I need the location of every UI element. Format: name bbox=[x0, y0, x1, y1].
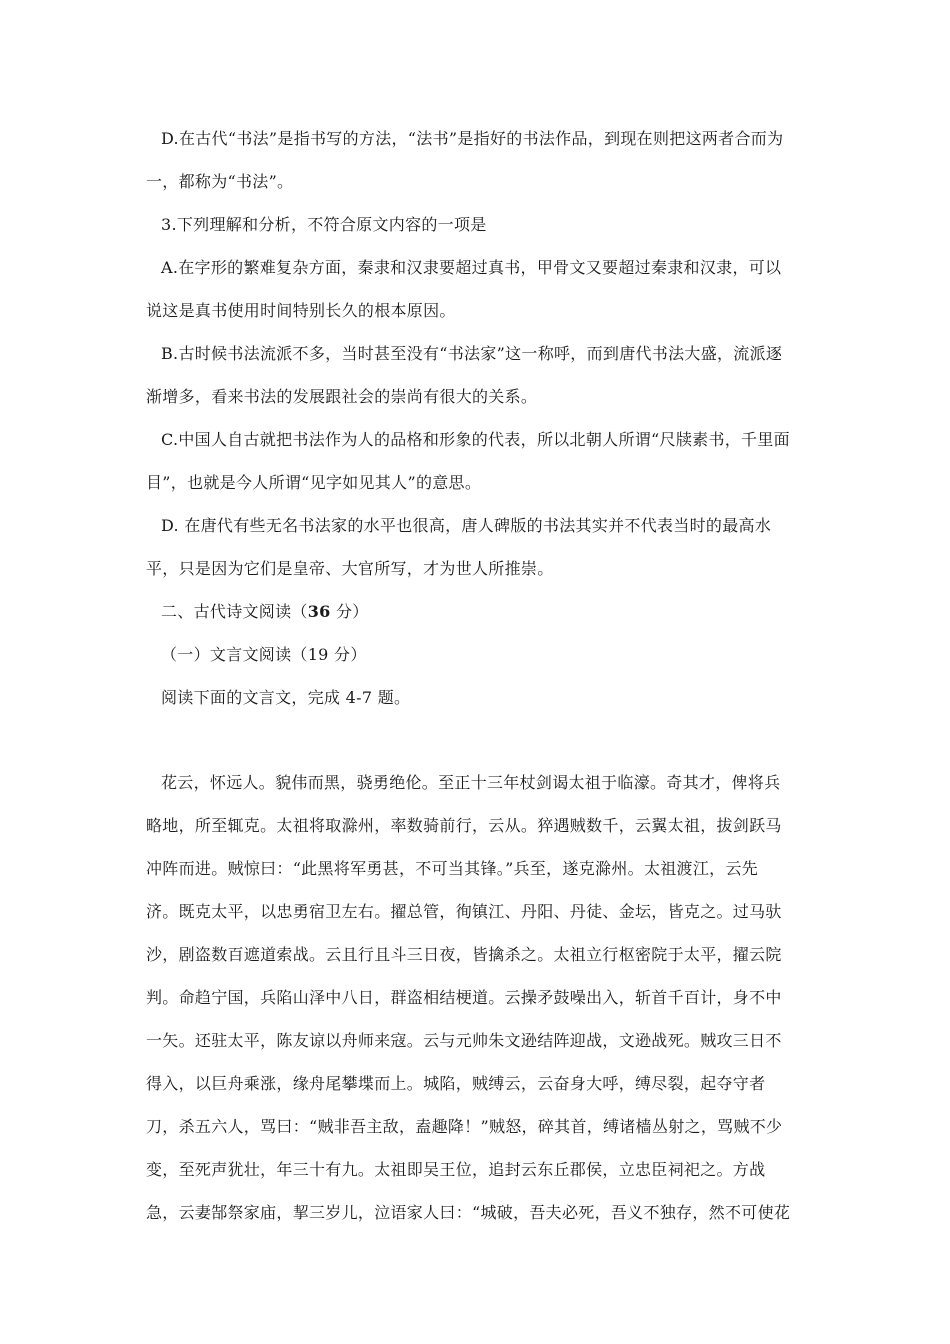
passage-line: 略地，所至辄克。太祖将取滁州，率数骑前行，云从。猝遇贼数千，云翼太祖，拔剑跃马 bbox=[146, 816, 782, 835]
sub-section-heading: （一）文言文阅读（19 分） bbox=[161, 645, 367, 664]
section-heading-prefix: 二、古代诗文阅读（ bbox=[161, 602, 308, 621]
q3-option-b-line2: 渐增多，看来书法的发展跟社会的崇尚有很大的关系。 bbox=[146, 387, 538, 406]
passage-line: 变，至死声犹壮，年三十有九。太祖即吴王位，追封云东丘郡侯，立忠臣祠祀之。方战 bbox=[146, 1160, 766, 1179]
q3-option-d-line1: D. 在唐代有些无名书法家的水平也很高，唐人碑版的书法其实并不代表当时的最高水 bbox=[161, 516, 772, 535]
q3-option-b-line1: B.古时候书法流派不多，当时甚至没有“书法家”这一称呼，而到唐代书法大盛，流派逐 bbox=[161, 344, 783, 363]
passage-line: 一矢。还驻太平，陈友谅以舟师来寇。云与元帅朱文逊结阵迎战，文逊战死。贼攻三日不 bbox=[146, 1031, 782, 1050]
passage-line: 得入，以巨舟乘涨，缘舟尾攀堞而上。城陷，贼缚云，云奋身大呼，缚尽裂，起夺守者 bbox=[146, 1074, 766, 1093]
passage-line: 沙，剧盗数百遮道索战。云且行且斗三日夜，皆擒杀之。太祖立行枢密院于太平，擢云院 bbox=[146, 945, 782, 964]
section-heading-suffix: 分） bbox=[330, 602, 369, 621]
passage-line: 花云，怀远人。貌伟而黑，骁勇绝伦。至正十三年杖剑谒太祖于临濠。奇其才，俾将兵 bbox=[161, 773, 781, 792]
passage-line: 急，云妻郜祭家庙，挈三岁儿，泣语家人曰：“城破，吾夫必死，吾义不独存，然不可使花 bbox=[146, 1203, 791, 1222]
q3-option-c-line1: C.中国人自古就把书法作为人的品格和形象的代表，所以北朝人所谓“尺牍素书，千里面 bbox=[161, 430, 790, 449]
passage-line: 济。既克太平，以忠勇宿卫左右。擢总管，徇镇江、丹阳、丹徒、金坛，皆克之。过马驮 bbox=[146, 902, 782, 921]
passage-line: 判。命趋宁国，兵陷山泽中八日，群盗相结梗道。云操矛鼓噪出入，斩首千百计，身不中 bbox=[146, 988, 782, 1007]
passage-line: 刀，杀五六人，骂曰：“贼非吾主敌，盍趣降！”贼怒，碎其首，缚诸樯丛射之，骂贼不少 bbox=[146, 1117, 783, 1136]
section-heading-score: 36 bbox=[307, 602, 331, 621]
reading-instruction: 阅读下面的文言文，完成 4-7 题。 bbox=[161, 688, 411, 707]
q3-option-d-line2: 平，只是因为它们是皇帝、大官所写，才为世人所推崇。 bbox=[146, 559, 554, 578]
q2-option-d-line1: D.在古代“书法”是指书写的方法，“法书”是指好的书法作品，到现在则把这两者合而为 bbox=[161, 129, 784, 148]
q2-option-d-line2: 一，都称为“书法”。 bbox=[146, 172, 294, 191]
section-heading bbox=[161, 602, 369, 622]
q3-option-a-line1: A.在字形的繁难复杂方面，秦隶和汉隶要超过真书，甲骨文又要超过秦隶和汉隶，可以 bbox=[161, 258, 782, 277]
q3-stem: 3.下列理解和分析，不符合原文内容的一项是 bbox=[161, 215, 487, 234]
passage-line: 冲阵而进。贼惊曰：“此黑将军勇甚，不可当其锋。”兵至，遂克滁州。太祖渡江，云先 bbox=[146, 859, 759, 878]
q3-option-a-line2: 说这是真书使用时间特别长久的根本原因。 bbox=[146, 301, 456, 320]
q3-option-c-line2: 目”，也就是今人所谓“见字如见其人”的意思。 bbox=[146, 473, 482, 492]
